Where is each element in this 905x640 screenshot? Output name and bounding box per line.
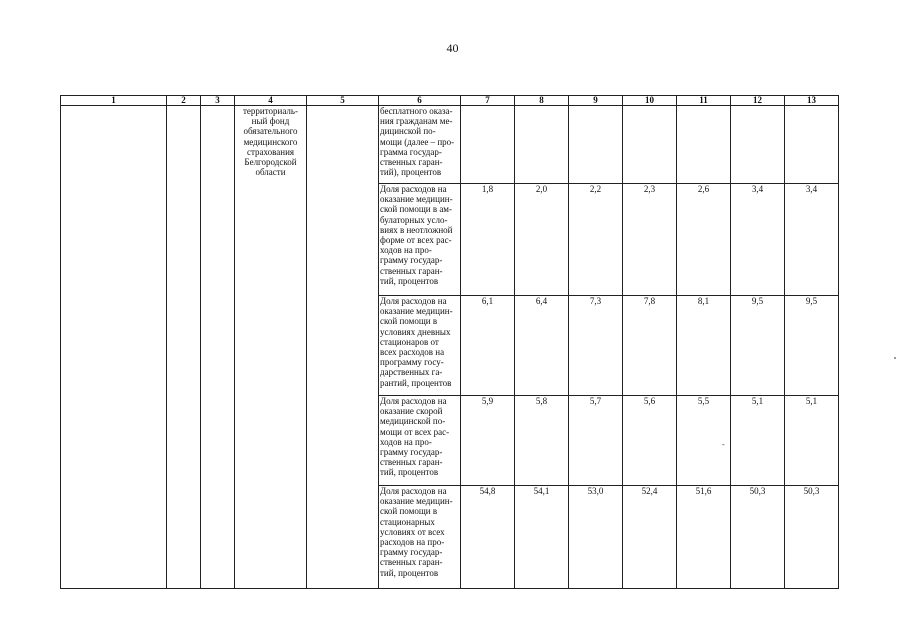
margin-speck [894,357,896,359]
value-cell: 54,1 [515,486,569,589]
indicator-name: Доля расходов на оказание медицин- ской помощи в стационарных условиях от всех расходов на про- грамму государ- ственных гаран- тий, процентов [380,486,453,578]
header-cell: 10 [623,96,677,106]
value-cell: 2,2 [569,184,623,296]
value-cell: 3,4 [785,184,839,296]
header-cell: 6 [379,96,461,106]
header-cell: 1 [61,96,167,106]
value-cell: 9,5 [785,296,839,396]
col1-cell [61,106,167,589]
value-cell: 1,8 [461,184,515,296]
indicator-name: бесплатного оказа- ния гражданам ме- дицинской по- мощи (далее – про- грамма государ- ственных гаран- тий), процентов [380,106,455,178]
value-cell: 50,3 [785,486,839,589]
value-cell [731,106,785,184]
indicator-name: Доля расходов на оказание медицин- ской помощи в ам- булаторных усло- виях в неотложной форме от всех рас- ходов на про- грамму государ- ственных гаран- тий, процентов [380,184,453,286]
header-row [61,96,839,106]
col5-cell [307,106,379,589]
header-cell: 8 [515,96,569,106]
value-cell: 50,3 [731,486,785,589]
value-cell [785,106,839,184]
value-cell [623,106,677,184]
header-cell: 12 [731,96,785,106]
col3-cell [201,106,235,589]
value-cell: 3,4 [731,184,785,296]
value-cell: 54,8 [461,486,515,589]
header-cell: 13 [785,96,839,106]
value-cell: 6,4 [515,296,569,396]
value-cell [515,106,569,184]
value-cell: 2,0 [515,184,569,296]
value-cell: 52,4 [623,486,677,589]
value-cell: 8,1 [677,296,731,396]
header-cell: 3 [201,96,235,106]
header-cell: 11 [677,96,731,106]
header-cell: 5 [307,96,379,106]
value-cell: 53,0 [569,486,623,589]
value-cell: 51,6 [677,486,731,589]
value-cell: 7,8 [623,296,677,396]
value-cell: 5,1 [731,396,785,486]
indicator-name: Доля расходов на оказание скорой медицинской по- мощи от всех рас- ходов на про- грамму государ- ственных гаран- тий, процентов [380,396,450,478]
header-cell: 4 [235,96,307,106]
header-cell: 9 [569,96,623,106]
value-cell: 9,5 [731,296,785,396]
indicator-name: Доля расходов на оказание медицин- ской помощи в условиях дневных стационаров от всех расходов на программу госу- дарственных га- рантий, процентов [380,296,453,388]
value-cell [461,106,515,184]
header-cell: 2 [167,96,201,106]
stray-dash-mark: - [722,440,725,449]
value-cell [677,106,731,184]
value-cell: 2,6 [677,184,731,296]
indicators-table [60,95,839,589]
value-cell: 5,5 [677,396,731,486]
col2-cell [167,106,201,589]
value-cell: 5,8 [515,396,569,486]
page-number: 40 [446,41,459,55]
value-cell: 5,9 [461,396,515,486]
value-cell: 5,1 [785,396,839,486]
value-cell: 5,7 [569,396,623,486]
value-cell: 2,3 [623,184,677,296]
table-row [61,106,839,184]
header-cell: 7 [461,96,515,106]
value-cell: 7,3 [569,296,623,396]
value-cell: 6,1 [461,296,515,396]
responsible-executor: территориаль- ный фонд обязательного медицинского страхования Белгородской области [242,106,299,178]
value-cell: 5,6 [623,396,677,486]
value-cell [569,106,623,184]
